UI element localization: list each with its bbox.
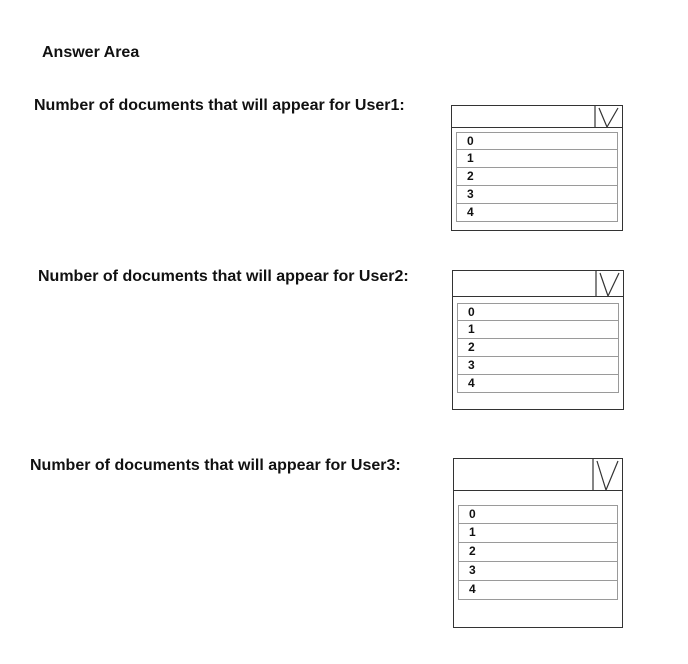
option-user2-4[interactable]: 4 xyxy=(457,375,619,393)
dropdown-user3-options xyxy=(458,505,618,600)
option-user3-4[interactable]: 4 xyxy=(458,581,618,600)
chevron-down-icon[interactable] xyxy=(595,271,623,297)
option-user1-3[interactable]: 3 xyxy=(456,186,618,204)
option-user3-0[interactable]: 0 xyxy=(458,505,618,524)
option-user1-4[interactable]: 4 xyxy=(456,204,618,222)
option-user2-3[interactable]: 3 xyxy=(457,357,619,375)
question-label-user2: Number of documents that will appear for User2: xyxy=(38,268,409,285)
option-user3-3[interactable]: 3 xyxy=(458,562,618,581)
answer-area-title: Answer Area xyxy=(42,44,140,61)
dropdown-user1-options xyxy=(456,132,618,222)
chevron-down-icon[interactable] xyxy=(592,459,622,491)
chevron-down-icon[interactable] xyxy=(594,106,622,128)
question-label-user1: Number of documents that will appear for User1: xyxy=(34,97,405,114)
option-user1-0[interactable]: 0 xyxy=(456,132,618,150)
option-user3-2[interactable]: 2 xyxy=(458,543,618,562)
option-user1-1[interactable]: 1 xyxy=(456,150,618,168)
question-label-user3: Number of documents that will appear for User3: xyxy=(30,457,401,474)
dropdown-user3-header[interactable] xyxy=(454,459,622,491)
dropdown-user3[interactable] xyxy=(453,458,623,628)
dropdown-user2[interactable] xyxy=(452,270,624,410)
option-user3-1[interactable]: 1 xyxy=(458,524,618,543)
option-user2-2[interactable]: 2 xyxy=(457,339,619,357)
option-user2-1[interactable]: 1 xyxy=(457,321,619,339)
dropdown-user1[interactable] xyxy=(451,105,623,231)
option-user1-2[interactable]: 2 xyxy=(456,168,618,186)
dropdown-user1-header[interactable] xyxy=(452,106,622,128)
dropdown-user2-header[interactable] xyxy=(453,271,623,297)
dropdown-user2-options xyxy=(457,303,619,393)
option-user2-0[interactable]: 0 xyxy=(457,303,619,321)
